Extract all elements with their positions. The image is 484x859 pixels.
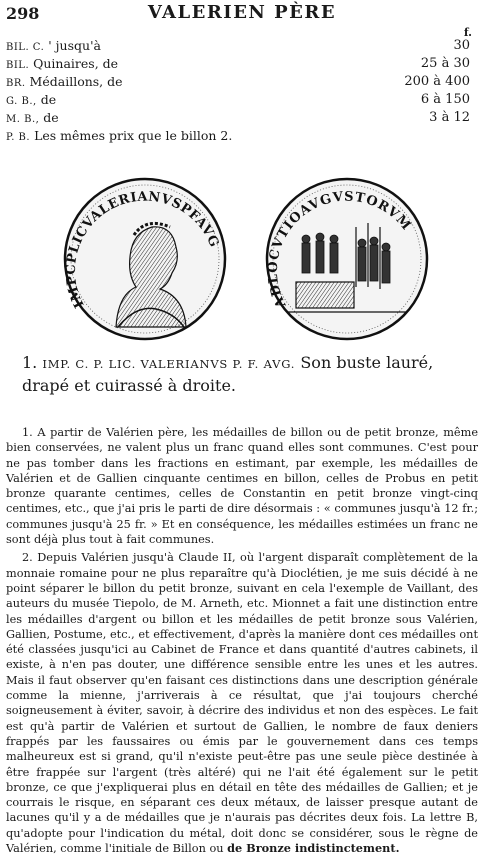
footnote-2	[6, 550, 478, 856]
price-value: 6 à 150	[420, 92, 470, 107]
page-number: 298	[6, 4, 40, 23]
price-row	[4, 72, 480, 90]
price-abbr: BIL.	[6, 60, 30, 71]
price-abbr: G. B.,	[6, 96, 37, 107]
coin-obverse	[64, 179, 225, 339]
price-abbr: BIL. C.	[6, 42, 45, 53]
footnote-1: 1. A partir de Valérien père, les médailles de billon ou de petit bronze, même bien conservées, ne valent plus un franc quand elles sont communes. C'est pour ne pas tomber dans les fractions en estimant, par exemple, les médailles de Valérien et de Gallien cinquante centimes en billon, celles de Probus en petit bronze quarante centimes, celles de Constantin en petit bronze vingt-cinq centimes, etc., que j'ai pris le parti de dire désormais : « communes jusqu'à 12 fr.; communes jusqu'à 25 fr. » Et en conséquence, les médailles estimées un franc ne sont déjà plus tout à fait communes.	[6, 426, 478, 547]
caption-text-b: drapé et cuirassé à droite.	[22, 376, 237, 395]
price-label: ' jusqu'à	[48, 38, 101, 53]
running-title: VALERIEN PÈRE	[147, 2, 337, 23]
price-row	[4, 36, 480, 54]
price-row	[4, 126, 480, 144]
price-label: de	[40, 92, 57, 107]
price-label: de	[43, 110, 59, 125]
price-value: 200 à 400	[404, 74, 470, 89]
price-abbr: M. B.,	[6, 114, 40, 125]
caption-text-a: Son buste lauré,	[300, 353, 434, 372]
reverse-legend: ADLOCVTIOAVGVSTORVM	[265, 189, 414, 310]
price-row	[4, 108, 480, 126]
footnote-2-body: 2. Depuis Valérien jusqu'à Claude II, où l'argent disparaît complètement de la monnaie romaine pour ne plus reparaître qu'à Dioclétien, je me suis décidé à ne point séparer le billon du petit bronze, suivant en cela l'exemple de Vaillant, des auteurs du musée Tiepolo, de M. Arneth, etc. Mionnet a fait une distinction entre les médailles d'argent ou billon et les médailles de petit bronze sous Valérien, Gallien, Postume, etc., et effectivement, d'après la manière dont ces médailles ont été classées jusqu'ici au Cabinet de France et dans quantité d'autres cabinets, il existe, à n'en pas douter, une différence sensible entre les unes et les autres. Mais il faut observer qu'en faisant ces distinctions dans une description générale comme la mienne, j'arriverais à ce résultat, que j'ai toujours cherché soigneusement à éviter, savoir, à décrire des individus et non des espèces. Le fait est qu'à partir de Valérien et surtout de Gallien, le nombre de faux deniers frappés par les faussaires ou émis par le gouvernement dans ces temps malheureux est si grand, qu'il n'existe peut-être pas une seule pièce destinée à être frappée sur l'argent (très altéré) qui ne l'ait été également sur le petit bronze, ce que j'expliquerai plus en détail en tête des médailles de Gallien; et je courrais le risque, en séparant ces deux métaux, de laisser presque autant de lacunes qu'il y a de médailles que je n'aurais pas décrites deux fois. La lettre B, qu'adopte pour l'indication du métal, doit donc se considérer, sous le règne de Valérien, comme l'initiale de Billon ou	[6, 551, 478, 856]
price-abbr: P. B.	[6, 132, 31, 143]
price-list	[4, 36, 480, 144]
currency-unit: f.	[463, 26, 472, 39]
page-header	[4, 2, 480, 24]
footnotes	[6, 425, 478, 859]
coin-illustration	[56, 177, 436, 342]
coin-reverse	[266, 179, 427, 339]
caption-number: 1.	[22, 353, 38, 372]
price-row	[4, 54, 480, 72]
price-label: Les mêmes prix que le billon 2.	[34, 128, 233, 143]
footnote-2-end: de Bronze indistinctement.	[227, 841, 400, 856]
price-value: 25 à 30	[420, 56, 470, 71]
price-value: 30	[453, 38, 470, 53]
price-label: Médaillons, de	[29, 74, 123, 89]
price-label: Quinaires, de	[33, 56, 119, 71]
obverse-legend: IMPCPLICVALERIANVSPFAVG	[63, 189, 222, 311]
caption-legend: IMP. C. P. LIC. VALERIANVS P. F. AVG.	[42, 357, 296, 371]
price-value: 3 à 12	[429, 110, 470, 125]
coin-caption	[22, 352, 472, 397]
price-abbr: BR.	[6, 78, 26, 89]
price-row	[4, 90, 480, 108]
